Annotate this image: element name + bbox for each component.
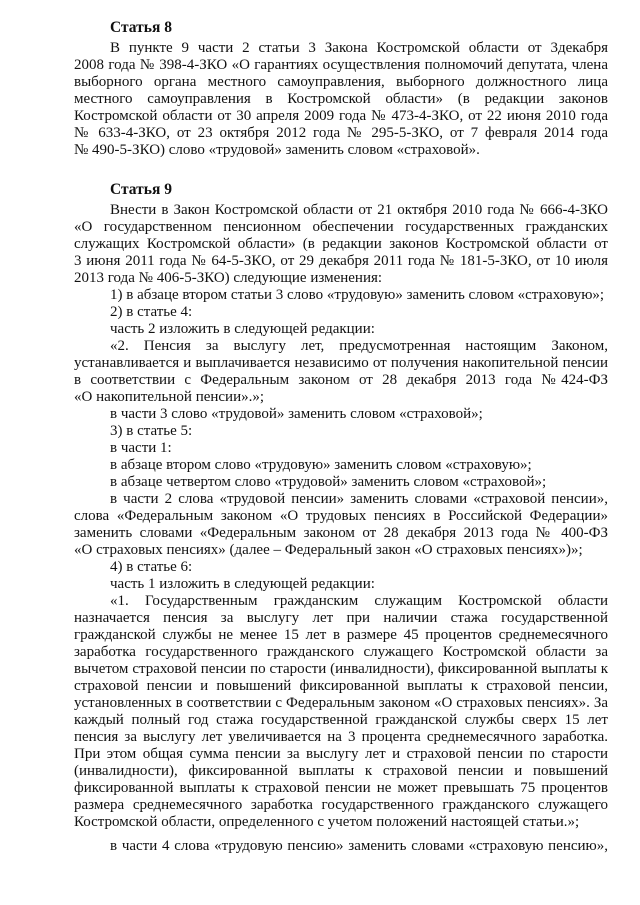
article-9-line: в абзаце втором слово «трудовую» заменить словом «страховую»;: [110, 457, 532, 473]
article-9-line: Внести в Закон Костромской области от 21 октября 2010 года № 666-4-ЗКО: [110, 202, 608, 218]
article-9-heading: Статья 9: [110, 181, 172, 198]
article-9-line: в части 4 слова «трудовую пенсию» заменить словами «страховую пенсию»,: [110, 838, 608, 854]
article-8-line: В пункте 9 части 2 статьи 3 Закона Костромской области от 3декабря: [110, 40, 608, 56]
article-9-line: заменить словами «Федеральным законом от 28 декабря 2013 года № 400-ФЗ: [74, 525, 608, 541]
article-9-line: устанавливается и выплачивается независимо от получения накопительной пенсии: [74, 355, 608, 371]
article-9-line: 2013 года № 406-5-ЗКО) следующие изменения:: [74, 270, 383, 286]
article-9-line: назначается пенсия за выслугу лет при наличии стажа государственной: [74, 610, 608, 626]
article-8-line: выборного органа местного самоуправления, выборного должностного лица: [74, 74, 608, 90]
article-8-line: местного самоуправления в Костромской области» (в редакции законов: [74, 91, 608, 107]
article-9-line: часть 2 изложить в следующей редакции:: [110, 321, 375, 337]
article-9-line: в части 1:: [110, 440, 172, 456]
article-8-line: 2008 года № 398-4-ЗКО «О гарантиях осуществления полномочий депутата, члена: [74, 57, 608, 73]
article-8-line: № 490-5-ЗКО) слово «трудовой» заменить словом «страховой».: [74, 142, 480, 158]
article-8-heading: Статья 8: [110, 19, 172, 36]
article-9-line: слова «Федеральным законом «О трудовых пенсиях в Российской Федерации»: [74, 508, 608, 524]
article-9-line: установленных в соответствии с Федеральным законом «О страховых пенсиях». За: [74, 695, 608, 711]
article-9-line: в части 3 слово «трудовой» заменить словом «страховой»;: [110, 406, 483, 422]
article-9-line: «О накопительной пенсии».»;: [74, 389, 265, 405]
article-9-line: страховой пенсии и повышений фиксированной выплаты к страховой пенсии,: [74, 678, 608, 694]
article-9-line: 1) в абзаце втором статьи 3 слово «трудовую» заменить словом «страховую»;: [110, 287, 605, 303]
article-9-line: часть 1 изложить в следующей редакции:: [110, 576, 375, 592]
article-9-line: заработка государственного гражданского служащего Костромской области за: [74, 644, 608, 660]
article-9-line: каждый полный год стажа государственной гражданской службы сверх 15 лет: [74, 712, 608, 728]
article-9-line: в части 2 слова «трудовой пенсии» заменить словами «страховой пенсии»,: [110, 491, 608, 507]
article-9-line: «О государственном пенсионном обеспечении государственных гражданских: [74, 219, 608, 235]
article-9-line: в абзаце четвертом слово «трудовой» заменить словом «страховой»;: [110, 474, 547, 490]
article-9-line: в соответствии с Федеральным законом от 28 декабря 2013 года №424-ФЗ: [74, 372, 608, 388]
article-9-line: пенсия за выслугу лет увеличивается на 3 процента среднемесячного заработка.: [74, 729, 608, 745]
article-9-line: служащих Костромской области» (в редакции законов Костромской области от: [74, 236, 608, 252]
article-9-line: 4) в статье 6:: [110, 559, 193, 575]
article-9-line: размера среднемесячного заработка государственного гражданского служащего: [74, 797, 608, 813]
article-8-line: Костромской области от 30 апреля 2009 года № 473-4-ЗКО, от 22 июня 2010 года: [74, 108, 608, 124]
article-9-line: Костромской области, определенного с учетом положений настоящей статьи.»;: [74, 814, 580, 830]
article-9-line: «2. Пенсия за выслугу лет, предусмотренная настоящим Законом,: [110, 338, 608, 354]
article-9-line: 3) в статье 5:: [110, 423, 193, 439]
article-9-line: «О страховых пенсиях» (далее – Федеральный закон «О страховых пенсиях»)»;: [74, 542, 583, 558]
article-9-line: 2) в статье 4:: [110, 304, 193, 320]
article-8-line: № 633-4-ЗКО, от 23 октября 2012 года № 295-5-ЗКО, от 7 февраля 2014 года: [74, 125, 608, 141]
article-9-line: вычетом страховой пенсии по старости (инвалидности), фиксированной выплаты к: [74, 661, 608, 677]
article-9-line: 3 июня 2011 года № 64-5-ЗКО, от 29 декабря 2011 года № 181-5-ЗКО, от 10 июля: [74, 253, 608, 269]
article-9-line: При этом общая сумма пенсии за выслугу лет и страховой пенсии по старости: [74, 746, 608, 762]
article-9-line: фиксированной выплаты к страховой пенсии не может превышать 75 процентов: [74, 780, 608, 796]
article-9-line: (инвалидности), фиксированной выплаты к страховой пенсии и повышений: [74, 763, 608, 779]
article-9-line: гражданской службы не менее 15 лет в размере 45 процентов среднемесячного: [74, 627, 608, 643]
article-9-line: «1. Государственным гражданским служащим Костромской области: [110, 593, 608, 609]
